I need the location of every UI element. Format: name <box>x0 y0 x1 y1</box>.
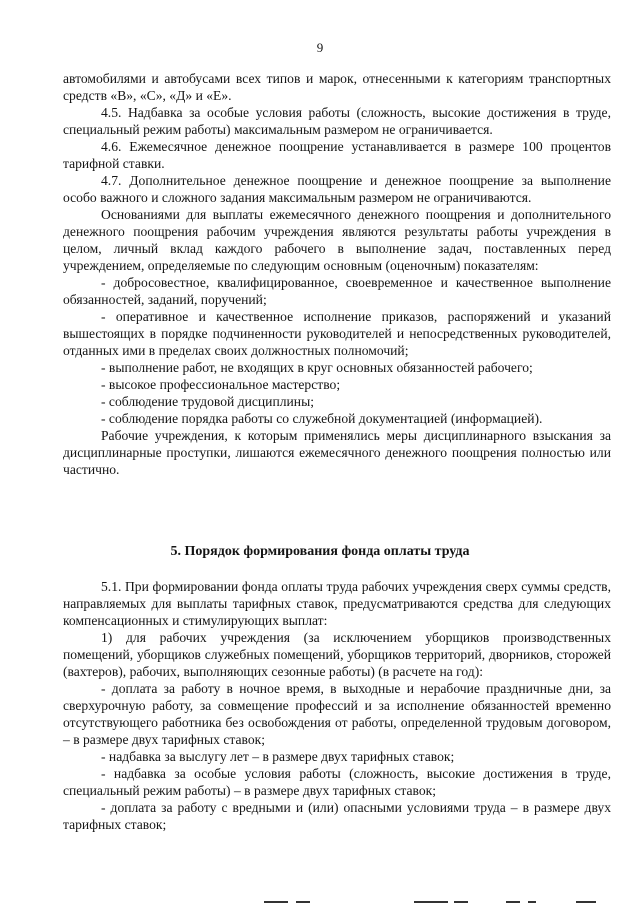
paragraph: 4.5. Надбавка за особые условия работы (сложность, высокие достижения в труде, специальный режим работы) максимальным размером не ограничивается. <box>63 105 611 137</box>
paragraph: 4.7. Дополнительное денежное поощрение и денежное поощрение за выполнение особо важного и сложного задания максимальным размером не ограничиваются. <box>63 173 611 205</box>
list-item: - добросовестное, квалифицированное, своевременное и качественное выполнение обязанностей, заданий, поручений; <box>63 275 611 307</box>
list-item: - выполнение работ, не входящих в круг основных обязанностей рабочего; <box>101 360 533 375</box>
section-5-text <box>63 578 611 833</box>
paragraph: 1) для рабочих учреждения (за исключением уборщиков производственных помещений, уборщиков служебных помещений, уборщиков территорий, дворников, сторожей (вахтеров), рабочих, выполняющих сезонные работы) (в расчете на год): <box>63 630 611 679</box>
list-item: - высокое профессиональное мастерство; <box>101 377 341 392</box>
section-heading: 5. Порядок формирования фонда оплаты труда <box>170 544 470 559</box>
list-item: - надбавка за выслугу лет – в размере двух тарифных ставок; <box>101 749 455 764</box>
list-item: - надбавка за особые условия работы (сложность, высокие достижения в труде, специальный режим работы) – в размере двух тарифных ставок; <box>63 766 611 798</box>
page-number: 9 <box>316 40 324 55</box>
paragraph: автомобилями и автобусами всех типов и марок, отнесенными к категориям транспортных средств «В», «С», «Д» и «Е». <box>63 71 611 103</box>
cut-off-next-line <box>0 899 640 903</box>
list-item: - доплата за работу с вредными и (или) опасными условиями труда – в размере двух тарифных ставок; <box>63 800 611 832</box>
list-item: - оперативное и качественное исполнение приказов, распоряжений и указаний вышестоящих в порядке подчиненности руководителей и непосредственных руководителей, отданных ими в пределах своих должностных полномочий; <box>63 309 611 358</box>
paragraph: 4.6. Ежемесячное денежное поощрение устанавливается в размере 100 процентов тарифной ставки. <box>63 139 611 171</box>
paragraph: Рабочие учреждения, к которым применялись меры дисциплинарного взыскания за дисциплинарные проступки, лишаются ежемесячного денежного поощрения полностью или частично. <box>63 428 611 477</box>
paragraph: Основаниями для выплаты ежемесячного денежного поощрения и дополнительного денежного поощрения рабочим учреждения являются результаты работы учреждения в целом, личный вклад каждого рабочего в выполнение задач, поставленных перед учреждением, определяемые по следующим основным (оценочным) показателям: <box>63 207 611 273</box>
section-4-text <box>63 70 611 478</box>
paragraph: 5.1. При формировании фонда оплаты труда рабочих учреждения сверх суммы средств, направляемых для выплаты тарифных ставок, предусматриваются средства для следующих компенсационных и стимулирующих выплат: <box>63 579 611 628</box>
list-item: - соблюдение порядка работы со служебной документацией (информацией). <box>101 411 543 426</box>
list-item: - соблюдение трудовой дисциплины; <box>101 394 314 409</box>
list-item: - доплата за работу в ночное время, в выходные и нерабочие праздничные дни, за сверхурочную работу, за совмещение профессий и за исполнение обязанностей временно отсутствующего работника без освобождения от работы, определенной трудовым договором, – в размере двух тарифных ставок; <box>63 681 611 747</box>
